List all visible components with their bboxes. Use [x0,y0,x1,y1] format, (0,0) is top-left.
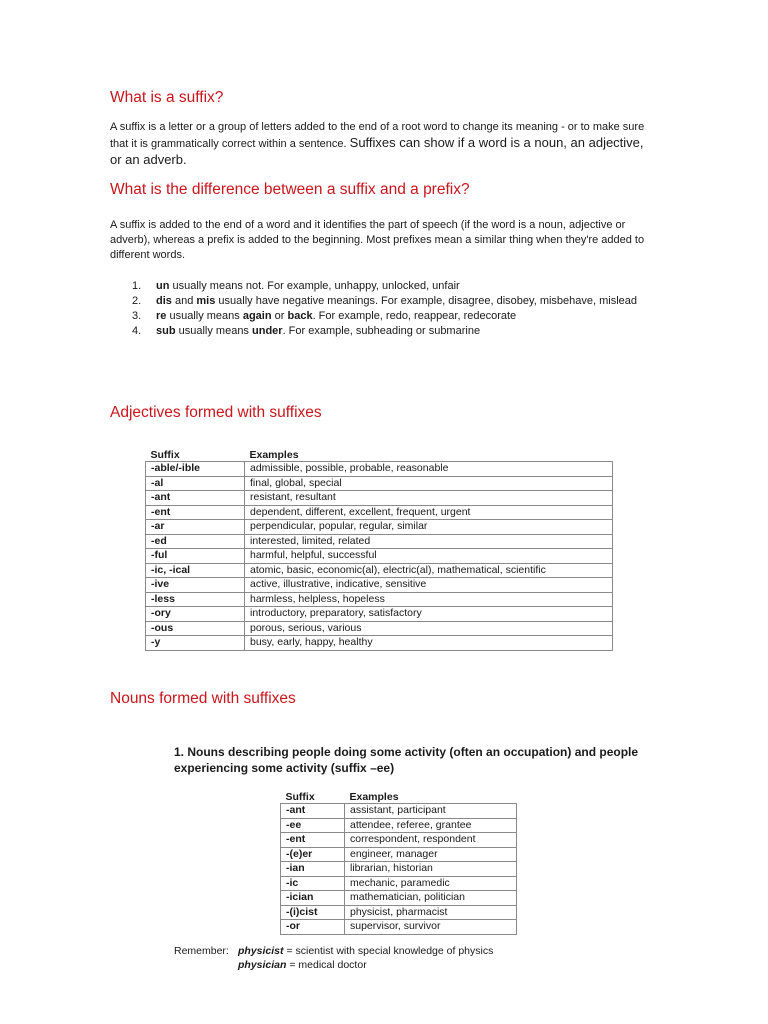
table-row [146,621,613,636]
list-item: 3. re usually means again or back. For example, redo, reappear, redecorate [132,310,517,322]
remember-note [174,944,493,972]
examples-cell: mechanic, paramedic [345,876,517,891]
nouns-subheading: 1. Nouns describing people doing some activity (often an occupation) and people experiencing some activity (suffix –ee) [174,745,639,775]
table-row [281,847,517,862]
definition-text: A suffix is a letter or a group of letters added to the end of a root word to change its meaning - or to make sure that it is grammatically correct within a sentence. [110,121,645,150]
table-row [146,549,613,564]
heading-adjectives: Adjectives formed with suffixes [110,404,322,421]
list-item: 1. un usually means not. For example, unhappy, unlocked, unfair [132,280,460,292]
definition-text-large: Suffixes can show if a word is a noun, an adjective, or an adverb. [110,135,644,167]
examples-cell: porous, serious, various [245,621,613,636]
examples-cell: perpendicular, popular, regular, similar [245,520,613,535]
table-row [281,862,517,877]
table-row [146,505,613,520]
table-row [281,876,517,891]
list-item: 4. sub usually means under. For example, subheading or submarine [132,325,481,337]
examples-cell: final, global, special [245,476,613,491]
term-physician: physician [238,959,287,971]
heading-what-is-suffix: What is a suffix? [110,89,224,106]
table-row [146,491,613,506]
suffix-cell: -(i)cist [281,905,345,920]
table-row [281,905,517,920]
examples-cell: physicist, pharmacist [345,905,517,920]
table-row [281,920,517,935]
suffix-cell: -ive [146,578,245,593]
examples-cell: librarian, historian [345,862,517,877]
table-row [146,563,613,578]
column-header-suffix: Suffix [285,791,315,803]
suffix-cell: -ed [146,534,245,549]
heading-nouns: Nouns formed with suffixes [110,690,296,707]
suffix-cell: -al [146,476,245,491]
paragraph-suffix-definition [110,120,658,169]
examples-cell: assistant, participant [345,804,517,819]
heading-suffix-vs-prefix: What is the difference between a suffix and a prefix? [110,181,470,198]
suffix-cell: -able/-ible [146,462,245,477]
paragraph-suffix-vs-prefix: A suffix is added to the end of a word and it identifies the part of speech (if the word is a noun, adjective or adverb), whereas a prefix is added to the beginning. Most prefixes mean a similar thing when they're added to different words. [110,219,645,261]
suffix-cell: -ar [146,520,245,535]
table-header-row [281,789,517,804]
table-row [281,891,517,906]
table-row [146,462,613,477]
suffix-cell: -ory [146,607,245,622]
examples-cell: active, illustrative, indicative, sensitive [245,578,613,593]
examples-cell: dependent, different, excellent, frequent, urgent [245,505,613,520]
suffix-cell: -or [281,920,345,935]
examples-cell: harmful, helpful, successful [245,549,613,564]
table-row [146,520,613,535]
column-header-examples: Examples [349,791,399,803]
table-row [281,833,517,848]
suffix-cell: -ant [146,491,245,506]
suffix-cell: -ent [281,833,345,848]
examples-cell: atomic, basic, economic(al), electric(al), mathematical, scientific [245,563,613,578]
examples-cell: correspondent, respondent [345,833,517,848]
examples-cell: introductory, preparatory, satisfactory [245,607,613,622]
examples-cell: supervisor, survivor [345,920,517,935]
suffix-cell: -ous [146,621,245,636]
column-header-suffix: Suffix [150,449,180,461]
suffix-cell: -ful [146,549,245,564]
adjectives-suffix-table [145,447,613,651]
table-row [146,476,613,491]
suffix-cell: -less [146,592,245,607]
list-item: 2. dis and mis usually have negative meanings. For example, disagree, disobey, misbehave, mislead [132,295,638,307]
table-row [146,636,613,651]
examples-cell: admissible, possible, probable, reasonable [245,462,613,477]
table-row [146,578,613,593]
suffix-cell: -(e)er [281,847,345,862]
table-row [281,818,517,833]
examples-cell: attendee, referee, grantee [345,818,517,833]
suffix-cell: -ic [281,876,345,891]
table-row [146,607,613,622]
column-header-examples: Examples [249,449,299,461]
suffix-cell: -y [146,636,245,651]
examples-cell: harmless, helpless, hopeless [245,592,613,607]
prefix-list [110,279,650,339]
remember-line: Remember: physicist = scientist with special knowledge of physics [174,945,494,957]
nouns-suffix-table [280,789,517,935]
table-header-row [146,447,613,462]
suffix-cell: -ant [281,804,345,819]
table-row [146,592,613,607]
term-physicist: physicist [238,945,284,957]
examples-cell: busy, early, happy, healthy [245,636,613,651]
suffix-cell: -ic, -ical [146,563,245,578]
table-row [281,804,517,819]
examples-cell: engineer, manager [345,847,517,862]
suffix-cell: -ent [146,505,245,520]
remember-line: physician = medical doctor [238,959,367,971]
table-row [146,534,613,549]
examples-cell: resistant, resultant [245,491,613,506]
suffix-cell: -ician [281,891,345,906]
suffix-cell: -ian [281,862,345,877]
examples-cell: mathematician, politician [345,891,517,906]
examples-cell: interested, limited, related [245,534,613,549]
suffix-cell: -ee [281,818,345,833]
